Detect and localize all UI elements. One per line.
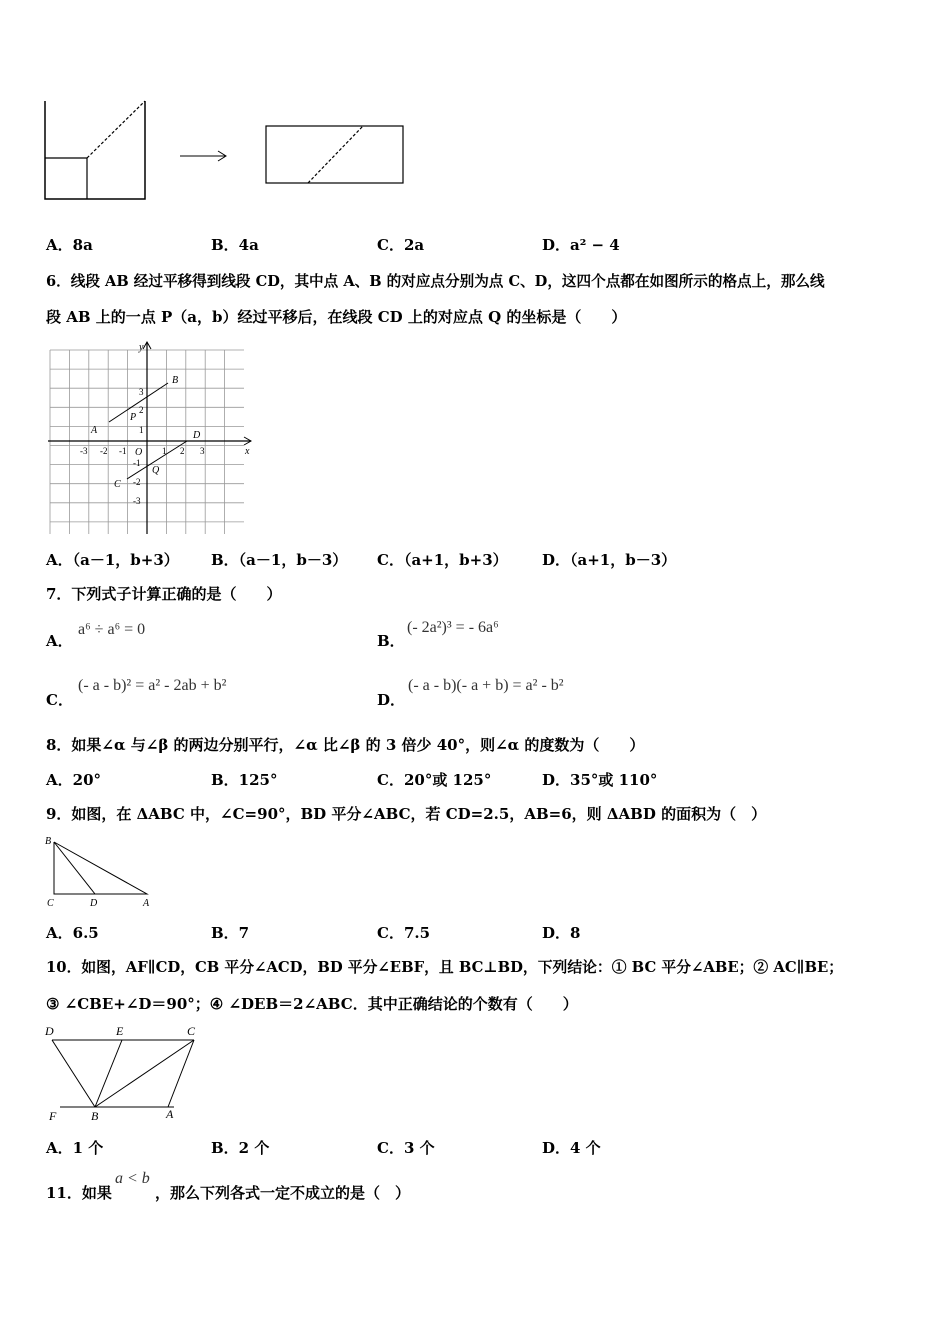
- q6-option-b[interactable]: B．（a－1，b－3）: [211, 551, 348, 569]
- q8-stem: 8．如果∠α 与∠β 的两边分别平行，∠α 比∠β 的 3 倍少 40°，则∠α 的度数为（ ）: [46, 736, 645, 754]
- q7-option-d-formula: (- a - b)(- a + b) = a² - b²: [408, 677, 564, 694]
- q9-bisector-bd: [54, 842, 95, 894]
- q6-ytick: -1: [133, 458, 141, 468]
- q5-option-a[interactable]: A．8a: [46, 236, 93, 254]
- q7-option-c-formula: (- a - b)² = a² - 2ab + b²: [78, 677, 227, 694]
- q9-option-b[interactable]: B．7: [211, 924, 250, 942]
- q6-label-a: A: [91, 425, 98, 436]
- q10-line-eb: [95, 1040, 122, 1107]
- q6-label-q: Q: [152, 465, 160, 476]
- q7-option-a-formula: a⁶ ÷ a⁶ = 0: [78, 621, 146, 638]
- q6-stem-line2: 段 AB 上的一点 P（a，b）经过平移后，在线段 CD 上的对应点 Q 的坐标是（ ）: [46, 308, 627, 326]
- q10-label-f: F: [49, 1109, 57, 1123]
- q9-option-d[interactable]: D．8: [542, 924, 581, 942]
- q10-label-d: D: [45, 1024, 54, 1038]
- q10-line-cb: [95, 1040, 194, 1107]
- q6-xtick: -2: [100, 446, 108, 456]
- q5-left-dashed: [87, 101, 145, 158]
- q10-option-d[interactable]: D．4 个: [542, 1139, 601, 1157]
- q10-stem-line1: 10．如图，AF∥CD，CB 平分∠ACD，BD 平分∠EBF，且 BC⊥BD，下列结论：① BC 平分∠ABE；② AC∥BE；: [46, 959, 844, 976]
- q9-triangle: [54, 842, 147, 894]
- q5-option-d[interactable]: D．a² − 4: [542, 236, 620, 254]
- q8-option-b[interactable]: B．125°: [211, 771, 278, 789]
- q6-xtick: -1: [119, 446, 127, 456]
- q9-label-c: C: [47, 898, 54, 909]
- q6-label-origin: O: [135, 447, 143, 458]
- q10-label-b: B: [91, 1109, 99, 1123]
- q5-figure: [40, 95, 420, 205]
- q7-option-d-label[interactable]: D．: [377, 691, 406, 709]
- q8-option-a[interactable]: A．20°: [46, 771, 102, 789]
- q9-triangle-figure: [42, 832, 162, 912]
- q9-label-d: D: [90, 898, 98, 909]
- q7-option-b-label[interactable]: B．: [377, 632, 405, 650]
- q6-xtick: 1: [162, 446, 167, 456]
- q11-stem-suffix: ，那么下列各式一定不成立的是（ ）: [155, 1184, 411, 1202]
- q5-right-dashed: [308, 126, 363, 183]
- q10-label-c: C: [187, 1024, 196, 1038]
- q6-option-d[interactable]: D．（a+1，b－3）: [542, 551, 677, 569]
- q11-stem-prefix: 11．如果: [46, 1184, 112, 1202]
- q10-line-db: [52, 1040, 95, 1107]
- q10-option-a[interactable]: A．1 个: [46, 1139, 104, 1157]
- q6-label-c: C: [114, 479, 121, 490]
- q6-xtick: 2: [180, 446, 185, 456]
- q6-label-x: x: [245, 446, 250, 457]
- q6-option-a[interactable]: A．（a－1，b+3）: [46, 551, 179, 569]
- q11-condition: a < b: [115, 1170, 150, 1187]
- q6-ytick: -2: [133, 477, 141, 487]
- q6-ytick: 2: [139, 405, 144, 415]
- q8-option-d[interactable]: D．35°或 110°: [542, 771, 658, 789]
- q7-option-c-label[interactable]: C．: [46, 691, 73, 709]
- q10-line-ca: [168, 1040, 194, 1107]
- q5-option-b[interactable]: B．4a: [211, 236, 259, 254]
- q6-ytick: -3: [133, 496, 141, 506]
- q10-figure: [42, 1020, 212, 1125]
- q9-label-a: A: [143, 898, 150, 909]
- q6-xtick: -3: [80, 446, 88, 456]
- q8-option-c[interactable]: C．20°或 125°: [377, 771, 492, 789]
- q7-option-a-label[interactable]: A．: [46, 632, 73, 650]
- q6-label-d: D: [193, 430, 201, 441]
- q7-stem: 7．下列式子计算正确的是（ ）: [46, 585, 282, 603]
- q6-ytick: 3: [139, 387, 144, 397]
- q9-stem: 9．如图，在 ΔABC 中，∠C=90°，BD 平分∠ABC，若 CD=2.5，AB=6，则 ΔABD 的面积为（ ）: [46, 805, 767, 823]
- q9-option-a[interactable]: A．6.5: [46, 924, 99, 942]
- q6-label-b: B: [172, 375, 179, 386]
- q6-xtick: 3: [200, 446, 205, 456]
- q5-option-c[interactable]: C．2a: [377, 236, 425, 254]
- q10-option-b[interactable]: B．2 个: [211, 1139, 270, 1157]
- q6-label-p: P: [130, 412, 137, 423]
- q9-label-b: B: [45, 836, 52, 847]
- q6-ytick: 1: [139, 425, 144, 435]
- q5-right-rect: [266, 126, 403, 183]
- q6-stem-line1: 6．线段 AB 经过平移得到线段 CD，其中点 A、B 的对应点分别为点 C、D，这四个点都在如图所示的格点上，那么线: [46, 273, 825, 290]
- q10-option-c[interactable]: C．3 个: [377, 1139, 435, 1157]
- q6-option-c[interactable]: C．（a+1，b+3）: [377, 551, 508, 569]
- q10-stem-line2: ③ ∠CBE+∠D＝90°；④ ∠DEB＝2∠ABC．其中正确结论的个数有（ ）: [46, 995, 578, 1013]
- q10-label-a: A: [166, 1107, 174, 1121]
- q9-option-c[interactable]: C．7.5: [377, 924, 431, 942]
- q7-option-b-formula: (- 2a²)³ = - 6a⁶: [407, 619, 499, 636]
- q10-label-e: E: [116, 1024, 124, 1038]
- q6-coordinate-figure: [44, 340, 259, 536]
- q6-label-y: y: [139, 342, 144, 353]
